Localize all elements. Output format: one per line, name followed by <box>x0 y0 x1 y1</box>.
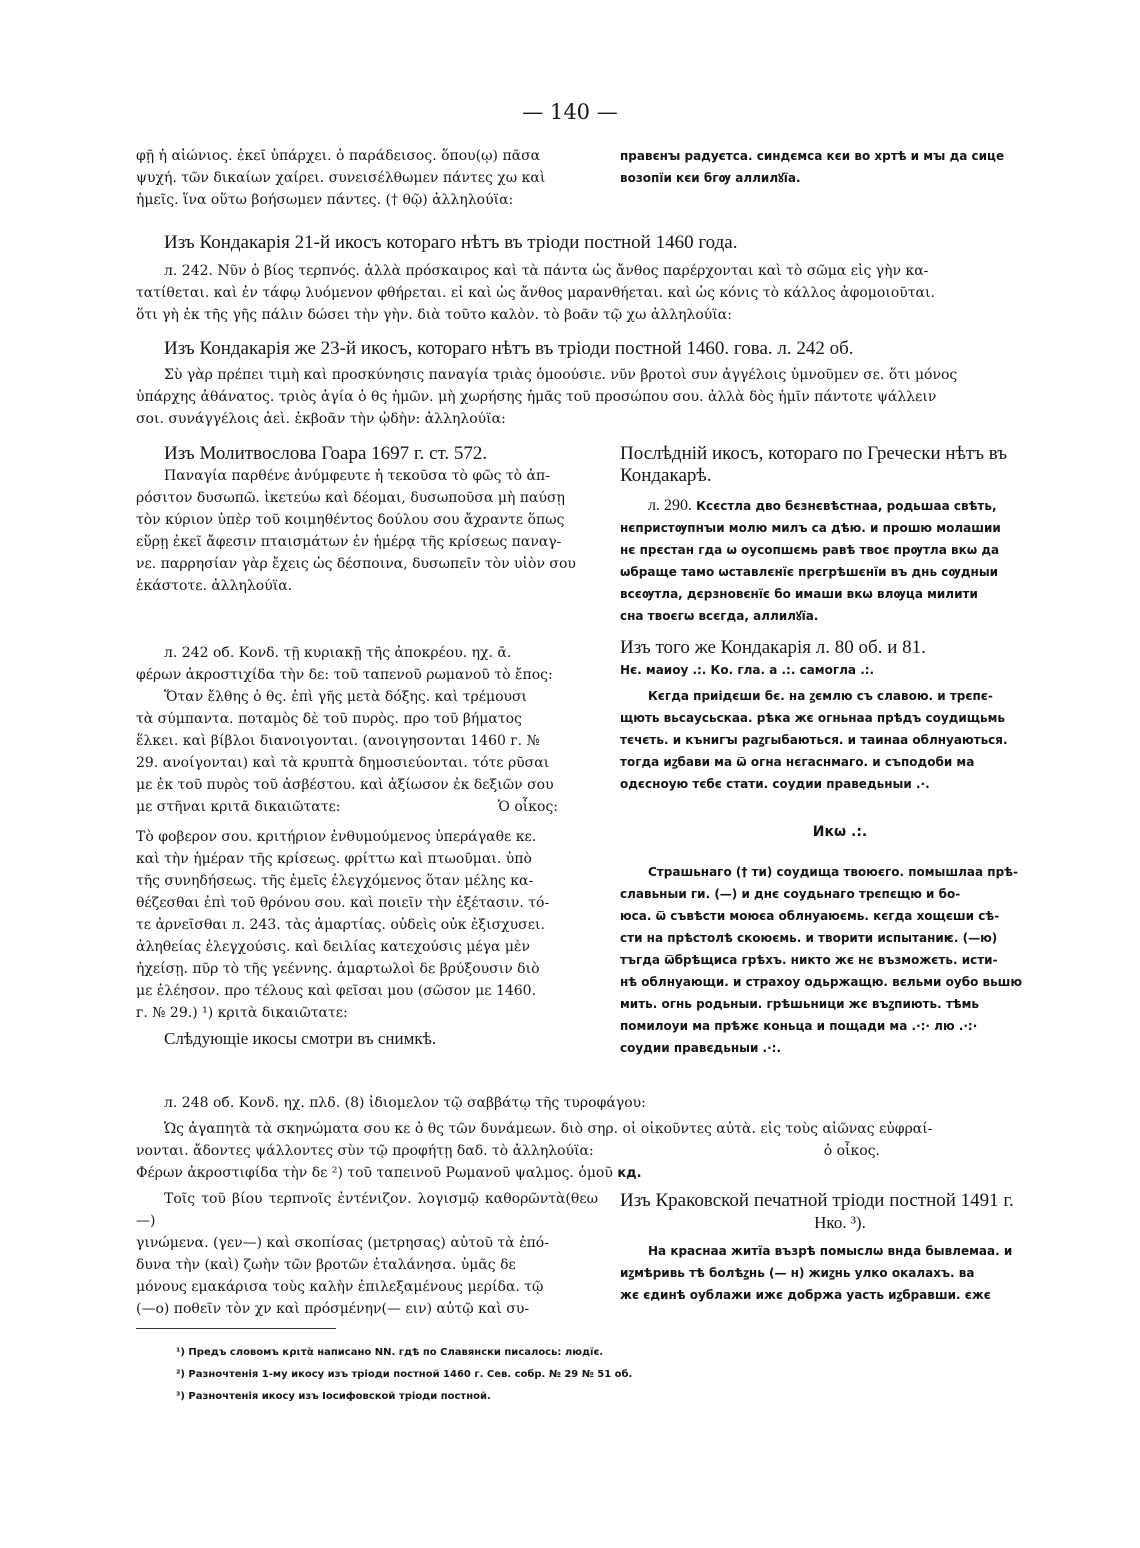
text-line: θέζεσθαι ἐπὶ τοῦ θρόνου σου. καὶ ποιεῖν τὴν ἐξέτασιν. τό- <box>136 895 550 911</box>
text-line: правєнꙑ радуєтса. синдємса кєи во хртѣ и мꙑ да сице <box>620 149 1005 163</box>
text-line <box>136 1140 1060 1162</box>
text-line: нѣ облнуающи. и страхоу одьржащю. вєльми оубо вьшю <box>620 975 1023 989</box>
page-number: — 140 — <box>522 100 618 124</box>
footnote: ¹) Предъ словомъ κριτὰ написано NN. гдѣ по Славянски писалось: людїє. <box>176 1347 604 1358</box>
text-line: сти на прѣстолѣ скоюємь. и творити испытаниѥ. (—ю) <box>620 931 998 945</box>
section-heading: Послѣдній икосъ, котораго по Гречески нѣтъ въ Кондакарѣ. <box>620 443 1008 486</box>
text-line: нєпристѹпнꙑи молю милъ са дѣю. и прошю молашии <box>620 521 1001 535</box>
kondak-242-section <box>136 642 598 1050</box>
text-line: Σὺ γὰρ πρέπει τιμὴ καὶ προσκύνησις παναγία τριὰς ὁμοούσιε. νῦν βροτοὶ συν ἀγγέλοις ὑμνοῦμεν σε. ὅτι μόνος <box>164 367 958 383</box>
text-line: Ὅταν ἔλθης ὁ θς. ἐπὶ γῆς μετὰ δόξης. καὶ τρέμουσι <box>164 689 528 705</box>
section-kondakar-21 <box>136 232 1060 326</box>
text-line: τε ἀρνεῖσθαι л. 243. τὰς ἁμαρτίας. οὐδεὶς οὐκ ἐξισχυσει. <box>136 917 545 933</box>
text-line: одєсноую тєбє стати. соудии праведьныи .·. <box>620 777 930 791</box>
text-line: μόνους εμακάρισα τοὺς καλὴν ἐπιλεξαμένους μερίδα. τῷ <box>136 1279 544 1295</box>
text-line: мить. огнь родьныи. грѣшьници жє въꙁпиють. тѣмь <box>620 997 980 1011</box>
section-heading: Изъ Кондакарія 21-й икосъ котораго нѣтъ въ тріоди постной 1460 года. <box>164 232 738 253</box>
text-line: всєѹтла, дєрзновєнїє бо имаши вкѡ влѹца милити <box>620 587 978 601</box>
text-line: καὶ τὴν ἡμέραν τῆς κρίσεως. φρίττω καὶ πτωοῦμαι. ὑπὸ <box>136 851 532 867</box>
text-line: ὑπάρχης ἀθάνατος. τριὸς ἁγία ὁ θς ἡμῶν. μὴ χωρήσης ἡμᾶς τοῦ προσώπου σου. ἀλλὰ δὸς ἡμῖν πάντοτε ψάλλειν <box>136 389 937 405</box>
text-line: νε. παρρησίαν γὰρ ἔχεις ὡς δέσποινα, δυσωπεῖν τὸν υἱὸν σου <box>136 556 576 572</box>
text-line: ἀληθείας ἐλεγχούσις. καὶ δειλίας κατεχούσις μέγα μὲν <box>136 939 530 955</box>
goar-section <box>136 443 598 597</box>
text-line-content: Φέρων ἀκροστιφίδα τὴν δε ²) τοῦ ταπεινοῦ Ρωμανοῦ ψαλμος. ὁμοῦ <box>136 1165 613 1181</box>
text-line: ѡбраще тамо ѡставлєнїє прєгрѣшєнїи въ днь сѹдныи <box>620 565 999 579</box>
text-line <box>136 796 598 818</box>
right-column <box>620 443 1060 1059</box>
text-line: щють вьсаусьскаа. рѣка жє огньнаа прѣдъ соудищьмь <box>620 711 1006 725</box>
text-line: возопїи кєи бгѹ аллилꙋїа. <box>620 171 801 185</box>
text-line: φῇ ἡ αἰώνιος. ἐκεῖ ὑπάρχει. ὁ παράδεισος. ὅπου(ῳ) πᾶσα <box>136 148 541 164</box>
text-line: г. № 29.) ¹) κριτὰ δικαιῶτατε: <box>136 1005 348 1021</box>
text-line: Ὡς ἀγαπητὰ τὰ σκηνώματα σου κε ὁ θς τῶν δυνάμεων. διὸ σηρ. οἱ οἰκοῦντες αὐτὰ. εἰς τοὺς αἰῶνας εὐφραί- <box>164 1121 933 1137</box>
folio-ref: л. 290. <box>648 497 692 514</box>
text-line: ρόσιτον δυσωπῶ. ἱκετεύω καὶ δέομαι, δυσωποῦσα μὴ παύσῃ <box>136 490 565 506</box>
text-line: με ἐκ τοῦ πυρὸς τοῦ ἀσβέστου. καὶ ἀξίωσον ἐκ δεξιῶν σου <box>136 777 554 793</box>
text-line: Τοῖς τοῦ βίου τερπνοῖς ἐντένιζον. λογισμῷ καθορῶντὰ(θεω—) <box>136 1191 598 1229</box>
text-line-left: με στῆναι κριτᾶ δικαιῶτατε: <box>136 799 341 815</box>
text-line: τὸν κύριον ὑπὲρ τοῦ κοιμηθέντος δούλου σου ἄχραντε ὅπως <box>136 512 565 528</box>
text-line: ἕλκει. καὶ βίβλοι διανοιγονται. (ανοιγησονται 1460 г. № <box>136 733 540 749</box>
text-line: δυνα τὴν (καὶ) ζωὴν τῶν βροτῶν ἐταλάνησα. ὑμᾶς δε <box>136 1257 516 1273</box>
text-line: σοι. συνάγγέλοις ἀεὶ. ἐκβοᾶν τὴν ᾠδὴν: ἀλληλούϊα: <box>136 411 506 427</box>
text-line: помилоуи ма прѣжє коньца и пощади ма .·:· лю .·:· <box>620 1019 978 1033</box>
text-line <box>136 1162 1060 1185</box>
text-line: юса. ѿ съвѣсти моюєа облнуаюємь. кєгда хощєши сѣ- <box>620 909 1000 923</box>
text-line: соудии правєдьныи .·:. <box>620 1041 782 1055</box>
text-line: ἠχείσῃ. πῦρ τὸ τῆς γεέννης. ἁμαρτωλοὶ δε βρύξουσιν διὸ <box>136 961 540 977</box>
text-line: нє прєстан гда ѡ оусопшємь равѣ твоє прѹтла вкѡ да <box>620 543 1000 557</box>
footnote: ²) Разночтенія 1-му икосу изъ тріоди постной 1460 г. Сев. собр. № 29 № 51 об. <box>176 1369 633 1380</box>
section-kondakar-23 <box>136 338 1060 430</box>
text-line: εὕρῃ ἐκεῖ ἄφεσιν πταισμάτων ἐν ἡμέρᾳ τῆς κρίσεως παναγ- <box>136 534 562 550</box>
text-line: ἑκάστοτε. ἀλληλούϊα. <box>136 578 293 594</box>
text-line: л. 242. Νῦν ὁ βίος τερπνός. ἀλλὰ πρόσκαιρος καὶ τὰ πάντα ὡς ἄνθος παρέρχονται καὶ τὸ σῶμα εἰς γὴν κα- <box>164 263 929 279</box>
section-heading: Изъ Краковской печатной тріоди постной 1491 г. <box>620 1190 1014 1211</box>
text-line: тогда иꙁбави ма ѿ огна нєгаснмаго. и съподоби ма <box>620 755 975 769</box>
text-line: 29. ανοίγονται) καὶ τὰ κρυπτὰ δημοσιεύονται. τότε ρῦσαι <box>136 755 550 771</box>
text-line-content: Ксєстла дво бєзнєвѣстнаа, родьшаа свѣть, <box>696 499 997 513</box>
section-subheading: Нко. ³). <box>814 1213 866 1232</box>
text-line: л. 242 об. Κονδ. τῇ κυριακῇ τῆς ἀποκρέου. ηχ. ᾱ. <box>164 645 512 661</box>
text-line: γινώμενα. (γεν—) καὶ σκοπίσας (μετρησας) αὐτοῦ τὰ ἐπό- <box>136 1235 549 1251</box>
top-slavonic-block <box>620 145 1060 189</box>
ikos-label: Икω .:. <box>812 824 868 840</box>
tois-section <box>136 1188 598 1320</box>
top-greek-block <box>136 145 598 211</box>
footnote: ³) Разночтенія икосу изъ Іосифовской тріоди постной. <box>176 1391 491 1402</box>
section-heading: Изъ того же Кондакарія л. 80 об. и 81. <box>620 637 926 658</box>
text-line: ψυχή. τῶν δικαίων χαίρει. συνεισέλθωμεν πάντες χω καὶ <box>136 170 546 186</box>
oikos-label: ὁ οἶκος. <box>823 1143 880 1159</box>
text-line: ὅτι γὴ ἐκ τῆς γῆς πάλιν δώσει τὴν γὴν. διὰ τοῦτο καλὸν. τὸ βοᾶν τῷ χω ἀλληλούϊα: <box>136 307 732 323</box>
text-line: л. 248 об. Κονδ. ηχ. πλδ. (8) ἰδιομελον τῷ σαββάτῳ τῆς τυροφάγου: <box>164 1095 646 1111</box>
text-line: тъгда ѿбрѣщиса грѣхъ. никто жє нє възможєть. исти- <box>620 953 998 967</box>
section-heading: Изъ Кондакарія же 23-й икосъ, котораго нѣтъ въ тріоди постной 1460. гова. л. 242 об. <box>164 338 854 359</box>
text-line: τατίθεται. καὶ ἐν τάφῳ λυόμενον φθήρεται. εἰ καὶ ὡς ἄνθος μαρανθήεται. καὶ ὡς κόνις τὸ κάλλος ἀφομοιοῦται. <box>136 285 935 301</box>
text-line: славьныи ги. (—) и днє соудьнаго трєпєщю и бо- <box>620 887 961 901</box>
text-line: ἡμεῖς. ἵνα οὕτω βοήσωμεν πάντες. († θῷ) ἀλληλούϊα: <box>136 192 514 208</box>
text-line: Страшьнаго († ти) соудища твоюєго. помышлаа прѣ- <box>648 865 1018 879</box>
kondak-subheading: Нє. маиоу .:. Ко. гла. а .:. самогла .:. <box>620 663 875 677</box>
text-line: тєчєть. и кънигꙑ раꙁгыбаються. и таинаа облнуаються. <box>620 733 1008 747</box>
text-line: сна твоєгѡ всєгда, аллилꙋїа. <box>620 609 819 623</box>
section-mark: кд. <box>617 1166 642 1181</box>
text-line: Кєгда приідєши бє. на ꙁємлю съ славою. и трєпє- <box>648 689 993 703</box>
text-line: τὰ σύμπαντα. ποταμὸς δὲ τοῦ πυρὸς. προ τοῦ βήματος <box>136 711 522 727</box>
text-line: (—ο) ποθεῖν τὸν χν καὶ πρόσμένην(— ειν) αὐτῷ καὶ συ- <box>136 1301 530 1317</box>
text-line: На краснаа житїа възрѣ помыслѡ внда бывлемаа. и <box>648 1244 1013 1258</box>
text-line: Παναγία παρθένε ἀνύμφευτε ἡ τεκοῦσα τὸ φῶς τὸ ἀπ- <box>164 468 550 484</box>
text-line: φέρων ἀκροστιχίδα τὴν δε: τοῦ ταπενοῦ ρωμανοῦ τὸ ἔπος: <box>136 667 553 683</box>
oikos-label: Ὁ οἶκος: <box>497 799 558 815</box>
text-line: иꙁмѣривь тѣ болѣꙁнь (— н) жиꙁнь улко окалахъ. ва <box>620 1266 975 1280</box>
krakow-section <box>620 1190 1060 1306</box>
text-line <box>620 495 1060 517</box>
text-line-left: νονται. ἄδοντες ψάλλοντες σὺν τῷ προφήτῃ δαδ. τὸ ἀλληλούϊα: <box>136 1143 594 1159</box>
section-248 <box>136 1092 1060 1185</box>
text-line: με ἐλέησον. προ τέλους καὶ φεῖσαι μου (σῶσον με 1460. <box>136 983 537 999</box>
section-heading: Слѣдующіе икосы смотри въ снимкѣ. <box>164 1029 437 1048</box>
text-line: Τὸ φοβερον σου. κριτήριον ἐνθυμούμενος ὑπεράγαθε κε. <box>136 829 537 845</box>
footnote-divider <box>136 1328 336 1329</box>
text-line: τῆς συνηδήσεως. τῆς ἐμεῖς ἐλεγχόμενος ὅταν μέλης κα- <box>136 873 534 889</box>
section-heading: Изъ Молитвослова Гоара 1697 г. ст. 572. <box>164 443 488 464</box>
text-line: жє єдинѣ оублажи ижє добржа уасть иꙁбравши. єжє <box>620 1288 991 1302</box>
